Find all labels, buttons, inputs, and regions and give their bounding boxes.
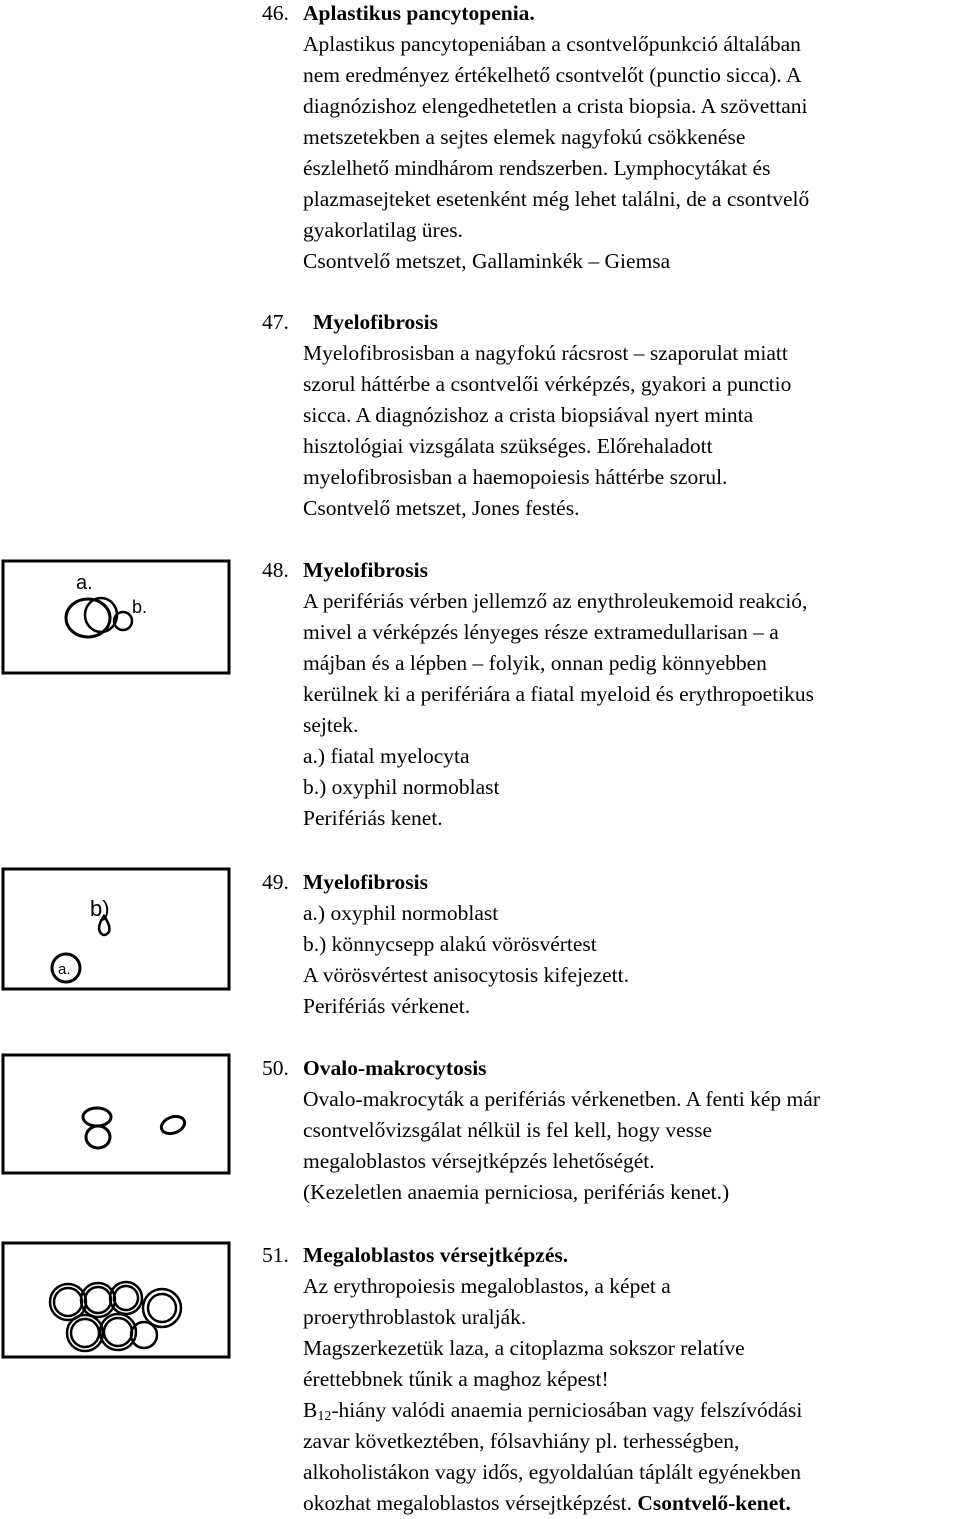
- text-line: sicca. A diagnózishoz a crista biopsiával nyert minta: [303, 403, 754, 427]
- figure-label-a: a.: [76, 572, 93, 594]
- text-line: Aplastikus pancytopeniában a csontvelőpunkció általában: [303, 32, 801, 56]
- text-line: (Kezeletlen anaemia perniciosa, perifériás kenet.): [303, 1180, 730, 1204]
- section-title: Ovalo-makrocytosis: [303, 1056, 487, 1080]
- figure-label-b: b): [90, 896, 110, 921]
- text-line: megaloblastos vérsejtképzés lehetőségét.: [303, 1149, 655, 1173]
- text-line: alkoholistákon vagy idős, egyoldalúan táplált egyénekben: [303, 1460, 801, 1484]
- text-line: proerythroblastok uralják.: [303, 1305, 527, 1329]
- last-line-bold: Csontvelő-kenet.: [637, 1491, 791, 1515]
- text-line: észlelhető mindhárom rendszerben. Lymphocytákat és: [303, 156, 771, 180]
- text-line: gyakorlatilag üres.: [303, 218, 464, 242]
- text-line: Perifériás kenet.: [303, 806, 443, 830]
- text-line: Csontvelő metszet, Gallaminkék – Giemsa: [303, 249, 671, 273]
- section-number: 50.: [262, 1056, 289, 1080]
- figure-label-a: a.: [58, 961, 71, 978]
- section-number: 47.: [262, 310, 289, 334]
- text-line: Perifériás vérkenet.: [303, 994, 471, 1018]
- last-line-text: okozhat megaloblastos vérsejtképzést.: [303, 1491, 638, 1515]
- figure-51-drawing: [0, 1240, 235, 1362]
- text-line: myelofibrosisban a haemopoiesis háttérbe szorul.: [303, 465, 728, 489]
- figure-label-b: b.: [132, 597, 148, 617]
- text-line: Az erythropoiesis megaloblastos, a képet a: [303, 1274, 671, 1298]
- text-line: kerülnek ki a perifériára a fiatal myeloid és erythropoetikus: [303, 682, 815, 706]
- text-line: nem eredményez értékelhető csontvelőt (punctio sicca). A: [303, 63, 802, 87]
- text-line: b.) oxyphil normoblast: [303, 775, 500, 799]
- section-number: 48.: [262, 558, 289, 582]
- b12-subscript: 12: [317, 1409, 332, 1424]
- last-line: [303, 1488, 960, 1519]
- figure-49-drawing: [0, 866, 235, 994]
- text-line: Csontvelő metszet, Jones festés.: [303, 496, 580, 520]
- text-line: Myelofibrosisban a nagyfokú rácsrost – szaporulat miatt: [303, 341, 788, 365]
- text-line: b.) könnycsepp alakú vörösvértest: [303, 932, 597, 956]
- section-title: Aplastikus pancytopenia.: [303, 1, 535, 25]
- b12-line: [303, 1395, 960, 1426]
- figure-50-drawing: [0, 1052, 235, 1179]
- text-line: diagnózishoz elengedhetetlen a crista biopsia. A szövettani: [303, 94, 808, 118]
- text-line: Magszerkezetük laza, a citoplazma sokszor relatíve: [303, 1336, 745, 1360]
- text-line: A perifériás vérben jellemző az enythroleukemoid reakció,: [303, 589, 808, 613]
- text-line: plazmasejteket esetenként még lehet találni, de a csontvelő: [303, 187, 810, 211]
- text-line: a.) oxyphil normoblast: [303, 901, 499, 925]
- section-title: Myelofibrosis: [303, 870, 429, 894]
- figure-48-drawing: [0, 558, 235, 678]
- b12-suffix: -hiány valódi anaemia perniciosában vagy felszívódási: [331, 1398, 803, 1422]
- text-line: hisztológiai vizsgálata szükséges. Előrehaladott: [303, 434, 713, 458]
- section-number: 46.: [262, 1, 289, 25]
- b12-prefix: B: [303, 1398, 318, 1422]
- text-line: A vörösvértest anisocytosis kifejezett.: [303, 963, 630, 987]
- text-line: érettebbnek tűnik a maghoz képest!: [303, 1367, 609, 1391]
- text-line: metszetekben a sejtes elemek nagyfokú csökkenése: [303, 125, 746, 149]
- text-line: csontvelővizsgálat nélkül is fel kell, hogy vesse: [303, 1118, 713, 1142]
- section-title: Myelofibrosis: [313, 310, 439, 334]
- text-line: sejtek.: [303, 713, 359, 737]
- text-line: zavar következtében, fólsavhiány pl. terhességben,: [303, 1429, 740, 1453]
- section-number: 49.: [262, 870, 289, 894]
- section-title: Megaloblastos vérsejtképzés.: [303, 1243, 569, 1267]
- text-line: Ovalo-makrocyták a perifériás vérkenetben. A fenti kép már: [303, 1087, 820, 1111]
- text-line: mivel a vérképzés lényeges része extramedullarisan – a: [303, 620, 779, 644]
- section-number: 51.: [262, 1243, 289, 1267]
- text-line: szorul háttérbe a csontvelői vérképzés, gyakori a punctio: [303, 372, 792, 396]
- text-line: májban és a lépben – folyik, onnan pedig könnyebben: [303, 651, 767, 675]
- section-title: Myelofibrosis: [303, 558, 429, 582]
- text-line: a.) fiatal myelocyta: [303, 744, 470, 768]
